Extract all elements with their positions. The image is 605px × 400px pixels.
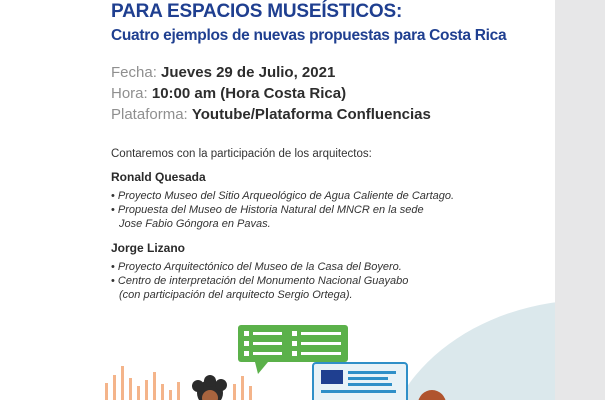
monitor-bubble-icon <box>313 363 407 400</box>
project-item-continuation: (con participación del arquitecto Sergio Ortega). <box>119 289 353 301</box>
event-title: PARA ESPACIOS MUSEÍSTICOS: <box>111 1 403 22</box>
speaker-name: Ronald Quesada <box>111 170 206 184</box>
project-item: • Centro de interpretación del Monumento Nacional Guayabo <box>111 274 408 288</box>
info-platform-label: Plataforma: <box>111 106 188 123</box>
intro-text: Contaremos con la participación de los arquitectos: <box>111 148 372 160</box>
info-time-value: 10:00 am (Hora Costa Rica) <box>151 85 347 102</box>
project-item: • Proyecto Arquitectónico del Museo de la Casa del Boyero. <box>111 260 408 274</box>
project-item: • Proyecto Museo del Sitio Arqueológico de Agua Caliente de Cartago. <box>111 189 454 203</box>
event-subtitle: Cuatro ejemplos de nuevas propuestas para Costa Rica <box>111 27 507 44</box>
project-item-continuation: Jose Fabio Góngora en Pavas. <box>119 218 271 230</box>
speaker-name: Jorge Lizano <box>111 241 186 255</box>
project-item: • Propuesta del Museo de Historia Natural del MNCR en la sede <box>111 203 454 217</box>
info-date-value: Jueves 29 de Julio, 2021 <box>161 64 336 81</box>
info-date-label: Fecha: <box>111 64 157 81</box>
person-icon <box>418 390 446 400</box>
info-time-label: Hora: <box>111 85 148 102</box>
bar-wave-icon <box>105 366 252 400</box>
info-platform-value: Youtube/Plataforma Confluencias <box>191 106 431 123</box>
person-icon <box>192 375 227 400</box>
